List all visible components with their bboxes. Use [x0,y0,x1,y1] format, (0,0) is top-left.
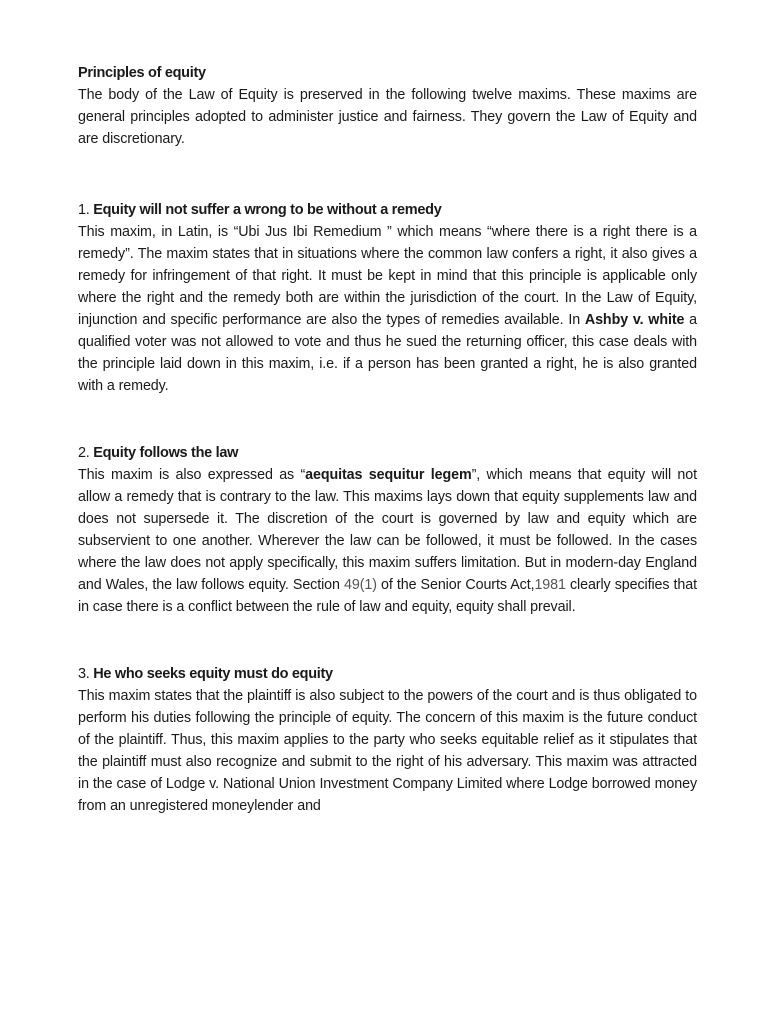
section-1-paragraph [78,221,697,397]
section-reference-link[interactable]: 49(1) [344,577,377,593]
paragraph-text: clearly specifies that in case there is a conflict between the rule of law and equity, equity shall prevail. [78,577,697,615]
section-number: 2. [78,445,90,461]
section-number: 1. [78,202,90,218]
section-title: Equity will not suffer a wrong to be without a remedy [93,202,442,218]
intro-paragraph: The body of the Law of Equity is preserved in the following twelve maxims. These maxims are general principles adopted to administer justice and fairness. They govern the Law of Equity and are discretionary. [78,87,697,147]
document-title: Principles of equity [78,65,206,81]
section-3-paragraph: This maxim states that the plaintiff is also subject to the powers of the court and is thus obligated to perform his duties following the principle of equity. The concern of this maxim is the future conduct of the plaintiff. Thus, this maxim applies to the party who seeks equitable relief as it stipulates that the plaintiff must also recognize and submit to the right of his adversary. This maxim was attracted in the case of Lodge v. National Union Investment Company Limited where Lodge borrowed money from an unregistered moneylender and [78,688,697,814]
paragraph-text: of the Senior Courts Act, [376,577,535,593]
paragraph-text: a qualified voter was not allowed to vote and thus he sued the returning officer, this case deals with the principle laid down in this maxim, i.e. if a person has been granted a right, he is also granted with a remedy. [78,312,698,394]
section-title: He who seeks equity must do equity [93,666,333,682]
latin-phrase: aequitas sequitur legem [305,467,472,483]
case-name: Ashby v. white [584,312,685,328]
act-year-link[interactable]: 1981 [534,577,566,593]
paragraph-text: ”, which means that equity will not allow a remedy that is contrary to the law. This maxims lays down that equity supplements law and does not supersede it. The discretion of the court is governed by law and equity which are subservient to one another. Wherever the law can be followed, it must be followed. In the cases where the law does not apply specifically, this maxim suffers limitation. But in modern-day England and Wales, the law follows equity. Section [78,467,697,593]
paragraph-text: This maxim, in Latin, is “Ubi Jus Ibi Remedium ” which means “where there is a right there is a remedy”. The maxim states that in situations where the common law confers a right, it also gives a remedy for infringement of that right. It must be kept in mind that this principle is applicable only where the right and the remedy both are within the jurisdiction of the court. In the Law of Equity, injunction and specific performance are also the types of remedies available. In [78,224,697,328]
paragraph-text: This maxim is also expressed as “ [78,467,306,483]
section-heading-1 [78,199,697,221]
section-heading-3 [78,663,697,685]
section-title: Equity follows the law [93,445,239,461]
section-2-paragraph [78,464,697,618]
section-number: 3. [78,666,90,682]
section-heading-2 [78,442,697,464]
